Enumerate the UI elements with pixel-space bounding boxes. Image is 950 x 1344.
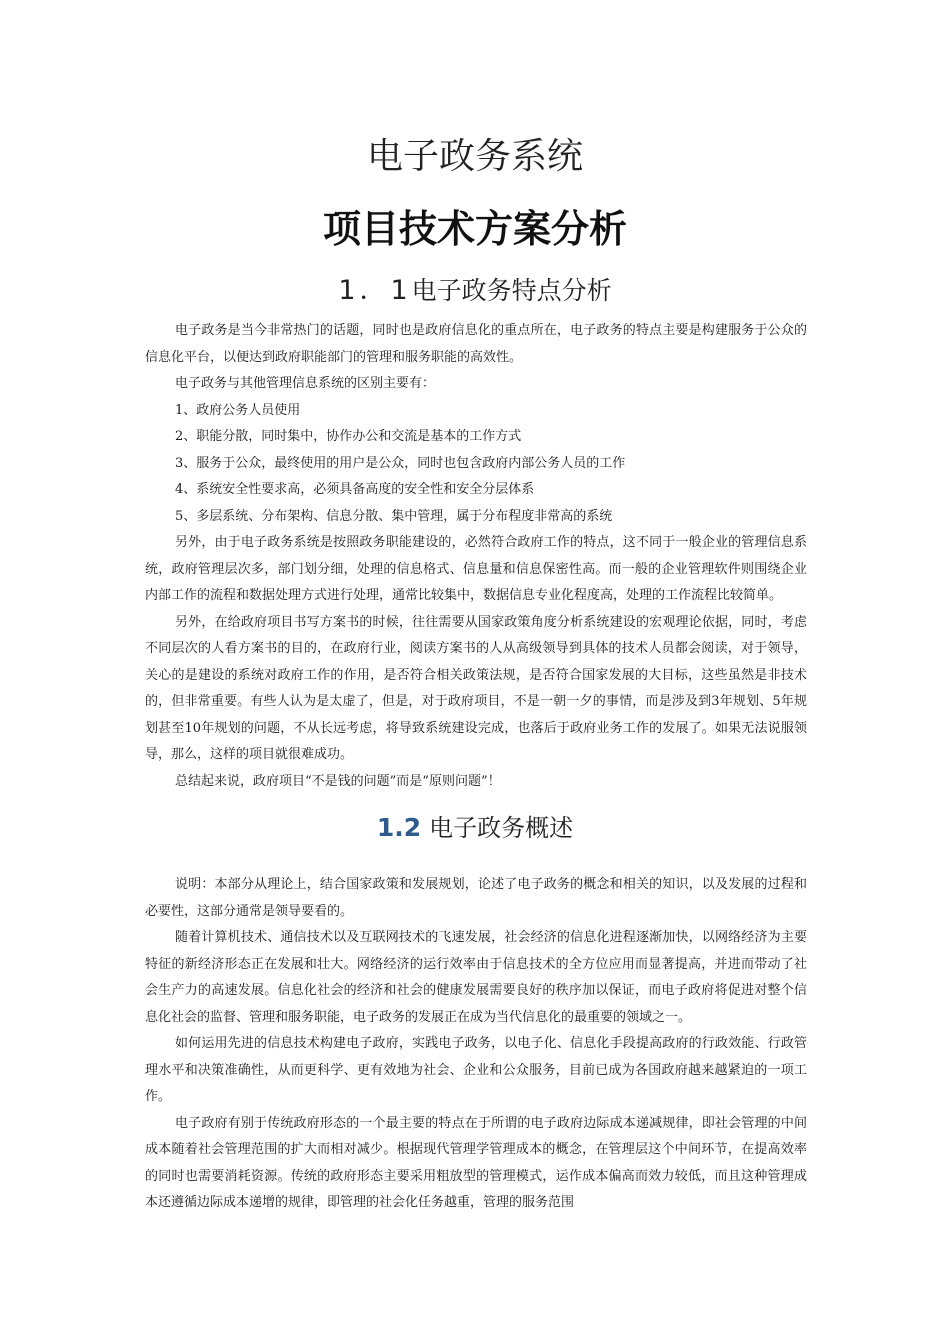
paragraph-intro: 电子政务是当今非常热门的话题，同时也是政府信息化的重点所在，电子政务的特点主要是构建服务于公众的信息化平台，以便达到政府职能部门的管理和服务职能的高效性。: [145, 323, 807, 365]
list-item: 4、系统安全性要求高，必须具备高度的安全性和安全分层体系: [175, 482, 535, 497]
document-title-line1: 电子政务系统: [366, 136, 583, 177]
section-1-2-title: 电子政务概述: [429, 814, 574, 842]
paragraph-other: 另外，由于电子政务系统是按照政务职能建设的，必然符合政府工作的特点，这不同于一般企业的管理信息系统，政府管理层次多，部门划分细，处理的信息格式、信息量和信息保密性高。而一般的企业管理软件则围绕企业内部工作的流程和数据处理方式进行处理，通常比较集中，数据信息专业化程度高，处理的工作流程比较简单。: [145, 535, 807, 603]
section-1-1-number: 1．1: [338, 275, 412, 306]
section-1-1-body: [145, 318, 807, 795]
section-1-1-heading: [0, 268, 950, 307]
section-1-2-heading: [0, 808, 950, 843]
list-item: 2、职能分散，同时集中，协作办公和交流是基本的工作方式: [175, 429, 522, 444]
paragraph: 如何运用先进的信息技术构建电子政府，实践电子政务，以电子化、信息化手段提高政府的行政效能、行政管理水平和决策准确性，从而更科学、更有效地为社会、企业和公众服务，目前已成为各国政府越来越紧迫的一项工作。: [145, 1036, 807, 1104]
list-item: 1、政府公务人员使用: [175, 402, 301, 418]
list-item: 3、服务于公众，最终使用的用户是公众，同时也包含政府内部公务人员的工作: [175, 455, 626, 471]
list-item: 5、多层系统、分布架构、信息分散、集中管理，属于分布程度非常高的系统: [175, 508, 613, 524]
document-title-line2: 项目技术方案分析: [322, 207, 627, 251]
section-1-2-body: [145, 872, 807, 1217]
paragraph-summary: 总结起来说，政府项目“不是钱的问题”而是“原则问题”！: [175, 773, 501, 789]
paragraph-diff-lead: 电子政务与其他管理信息系统的区别主要有：: [175, 376, 436, 391]
section-1-1-title: 电子政务特点分析: [411, 276, 612, 305]
paragraph-plan: 另外，在给政府项目书写方案书的时候，往往需要从国家政策角度分析系统建设的宏观理论依据，同时，考虑不同层次的人看方案书的目的，在政府行业，阅读方案书的人从高级领导到具体的技术人员都会阅读，对于领导，关心的是建设的系统对政府工作的作用，是否符合相关政策法规，是否符合国家发展的大目标，这些虽然是非技术的，但非常重要。有些人认为是太虚了，但是，对于政府项目，不是一朝一夕的事情，而是涉及到3年规划、5年规划甚至10年规划的问题，不从长远考虑，将导致系统建设完成，也落后于政府业务工作的发展了。如果无法说服领导，那么，这样的项目就很难成功。: [145, 614, 807, 762]
section-1-2-number: 1.2: [376, 813, 422, 842]
paragraph-note: 说明：本部分从理论上，结合国家政策和发展规划，论述了电子政务的概念和相关的知识，以及发展的过程和必要性，这部分通常是领导要看的。: [145, 877, 807, 919]
paragraph: 电子政府有别于传统政府形态的一个最主要的特点在于所谓的电子政府边际成本递减规律，即社会管理的中间成本随着社会管理范围的扩大而相对减少。根据现代管理学管理成本的概念，在管理层这个中间环节，在提高效率的同时也需要消耗资源。传统的政府形态主要采用粗放型的管理模式，运作成本偏高而效力较低，而且这种管理成本还遵循边际成本递增的规律，即管理的社会化任务越重，管理的服务范围: [145, 1115, 807, 1210]
paragraph: 随着计算机技术、通信技术以及互联网技术的飞速发展，社会经济的信息化进程逐渐加快，以网络经济为主要特征的新经济形态正在发展和壮大。网络经济的运行效率由于信息技术的全方位应用而显著提高，并进而带动了社会生产力的高速发展。信息化社会的经济和社会的健康发展需要良好的秩序加以保证，而电子政府将促进对整个信息化社会的监督、管理和服务职能，电子政务的发展正在成为当代信息化的最重要的领域之一。: [145, 930, 807, 1025]
